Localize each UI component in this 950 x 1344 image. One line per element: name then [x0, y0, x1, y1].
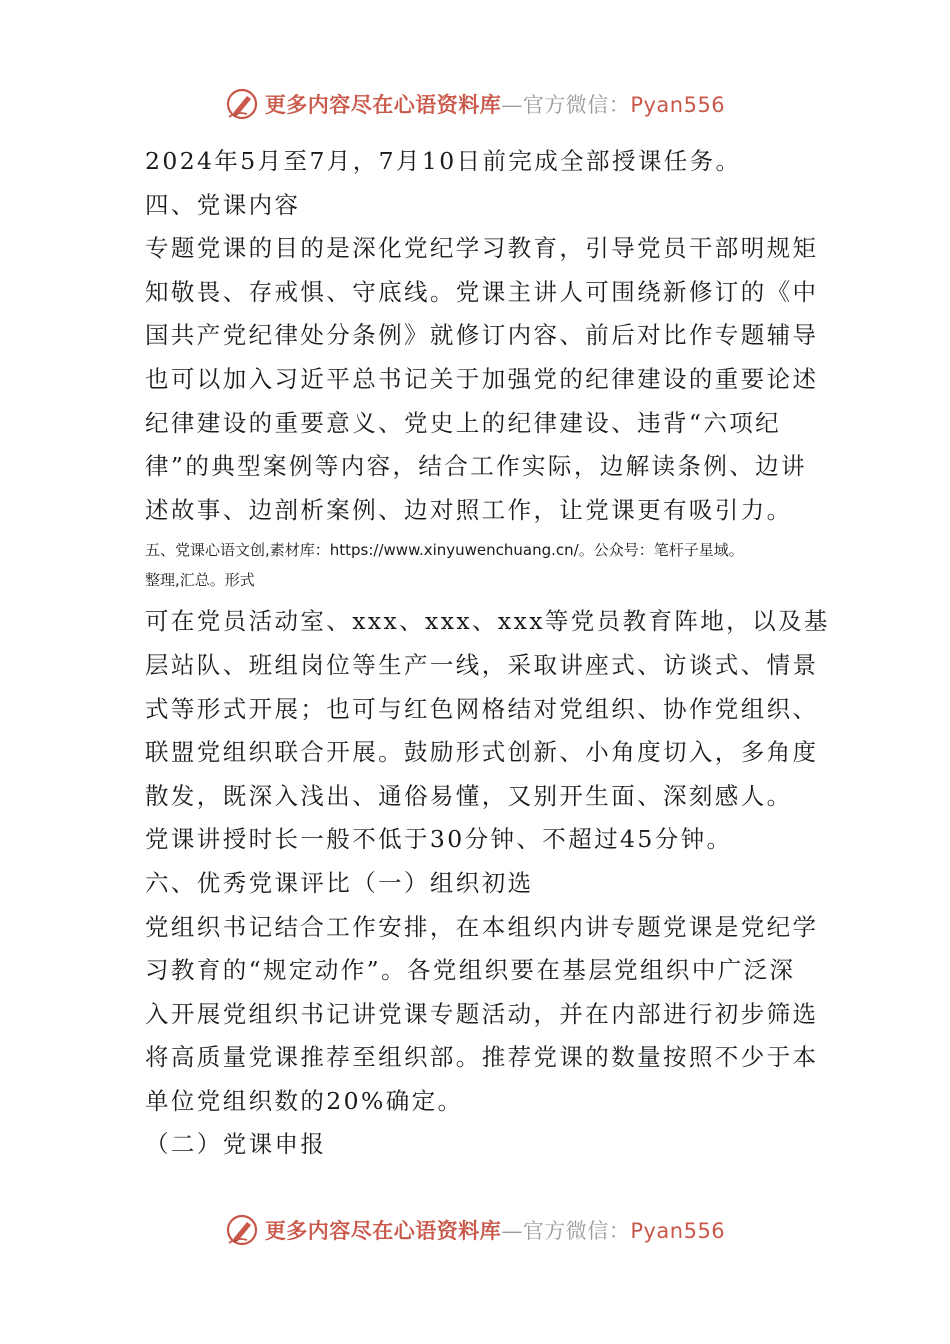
paragraph-line: 律”的典型案例等内容，结合工作实际，边解读条例、边讲 — [145, 452, 807, 481]
paragraph-line: 2024年5月至7月，7月10日前完成全部授课任务。 — [145, 147, 742, 175]
pen-logo-icon — [225, 1213, 259, 1247]
paragraph-line: 党课讲授时长一般不低于30分钟、不超过45分钟。 — [145, 825, 733, 854]
watermark-text: 更多内容尽在心语资料库—官方微信：Pyan556 — [264, 92, 726, 117]
paragraph-line: 入开展党组织书记讲党课专题活动，并在内部进行初步筛选 — [145, 999, 819, 1028]
paragraph-line: 知敬畏、存戒惧、守底线。党课主讲人可围绕新修订的《中 — [145, 277, 819, 306]
paragraph-line: 国共产党纪律处分条例》就修订内容、前后对比作专题辅导 — [145, 321, 819, 350]
section-heading-5 — [145, 535, 815, 595]
paragraph-line: 将高质量党课推荐至组织部。推荐党课的数量按照不少于本 — [145, 1043, 819, 1072]
pen-logo-icon — [225, 87, 259, 121]
paragraph-line: 纪律建设的重要意义、党史上的纪律建设、违背“六项纪 — [145, 408, 782, 437]
paragraph-line: 习教育的“规定动作”。各党组织要在基层党组织中广泛深 — [145, 956, 796, 985]
watermark-text: 更多内容尽在心语资料库—官方微信：Pyan556 — [264, 1218, 726, 1243]
header-watermark — [0, 84, 950, 124]
paragraph-line: 散发，既深入浅出、通俗易懂，又别开生面、深刻感人。 — [145, 781, 793, 810]
section-heading-5-line: 五、党课心语文创,素材库：https://www.xinyuwenchuang.cn/。公众号：笔杆子星域。 — [145, 541, 744, 560]
document-body — [145, 140, 830, 1167]
paragraph-line: 式等形式开展；也可与红色网格结对党组织、协作党组织、 — [145, 694, 819, 723]
paragraph-line: 专题党课的目的是深化党纪学习教育，引导党员干部明规矩 — [145, 234, 819, 263]
paragraph-line: 单位党组织数的20%确定。 — [145, 1086, 464, 1115]
section-heading-6: 六、优秀党课评比（一）组织初选 — [145, 868, 534, 897]
paragraph-line: 党组织书记结合工作安排，在本组织内讲专题党课是党纪学 — [145, 912, 819, 941]
paragraph-line: 述故事、边剖析案例、边对照工作，让党课更有吸引力。 — [145, 495, 793, 524]
subsection-heading: （二）党课申报 — [145, 1130, 327, 1159]
paragraph-line: 也可以加入习近平总书记关于加强党的纪律建设的重要论述 — [145, 364, 819, 393]
section-heading-4: 四、党课内容 — [145, 190, 301, 219]
paragraph-line: 可在党员活动室、xxx、xxx、xxx等党员教育阵地，以及基 — [145, 607, 830, 636]
section-heading-5-line: 整理,汇总。形式 — [145, 571, 255, 590]
footer-watermark — [0, 1210, 950, 1250]
paragraph-line: 层站队、班组岗位等生产一线，采取讲座式、访谈式、情景 — [145, 650, 819, 679]
paragraph-line: 联盟党组织联合开展。鼓励形式创新、小角度切入，多角度 — [145, 738, 819, 767]
